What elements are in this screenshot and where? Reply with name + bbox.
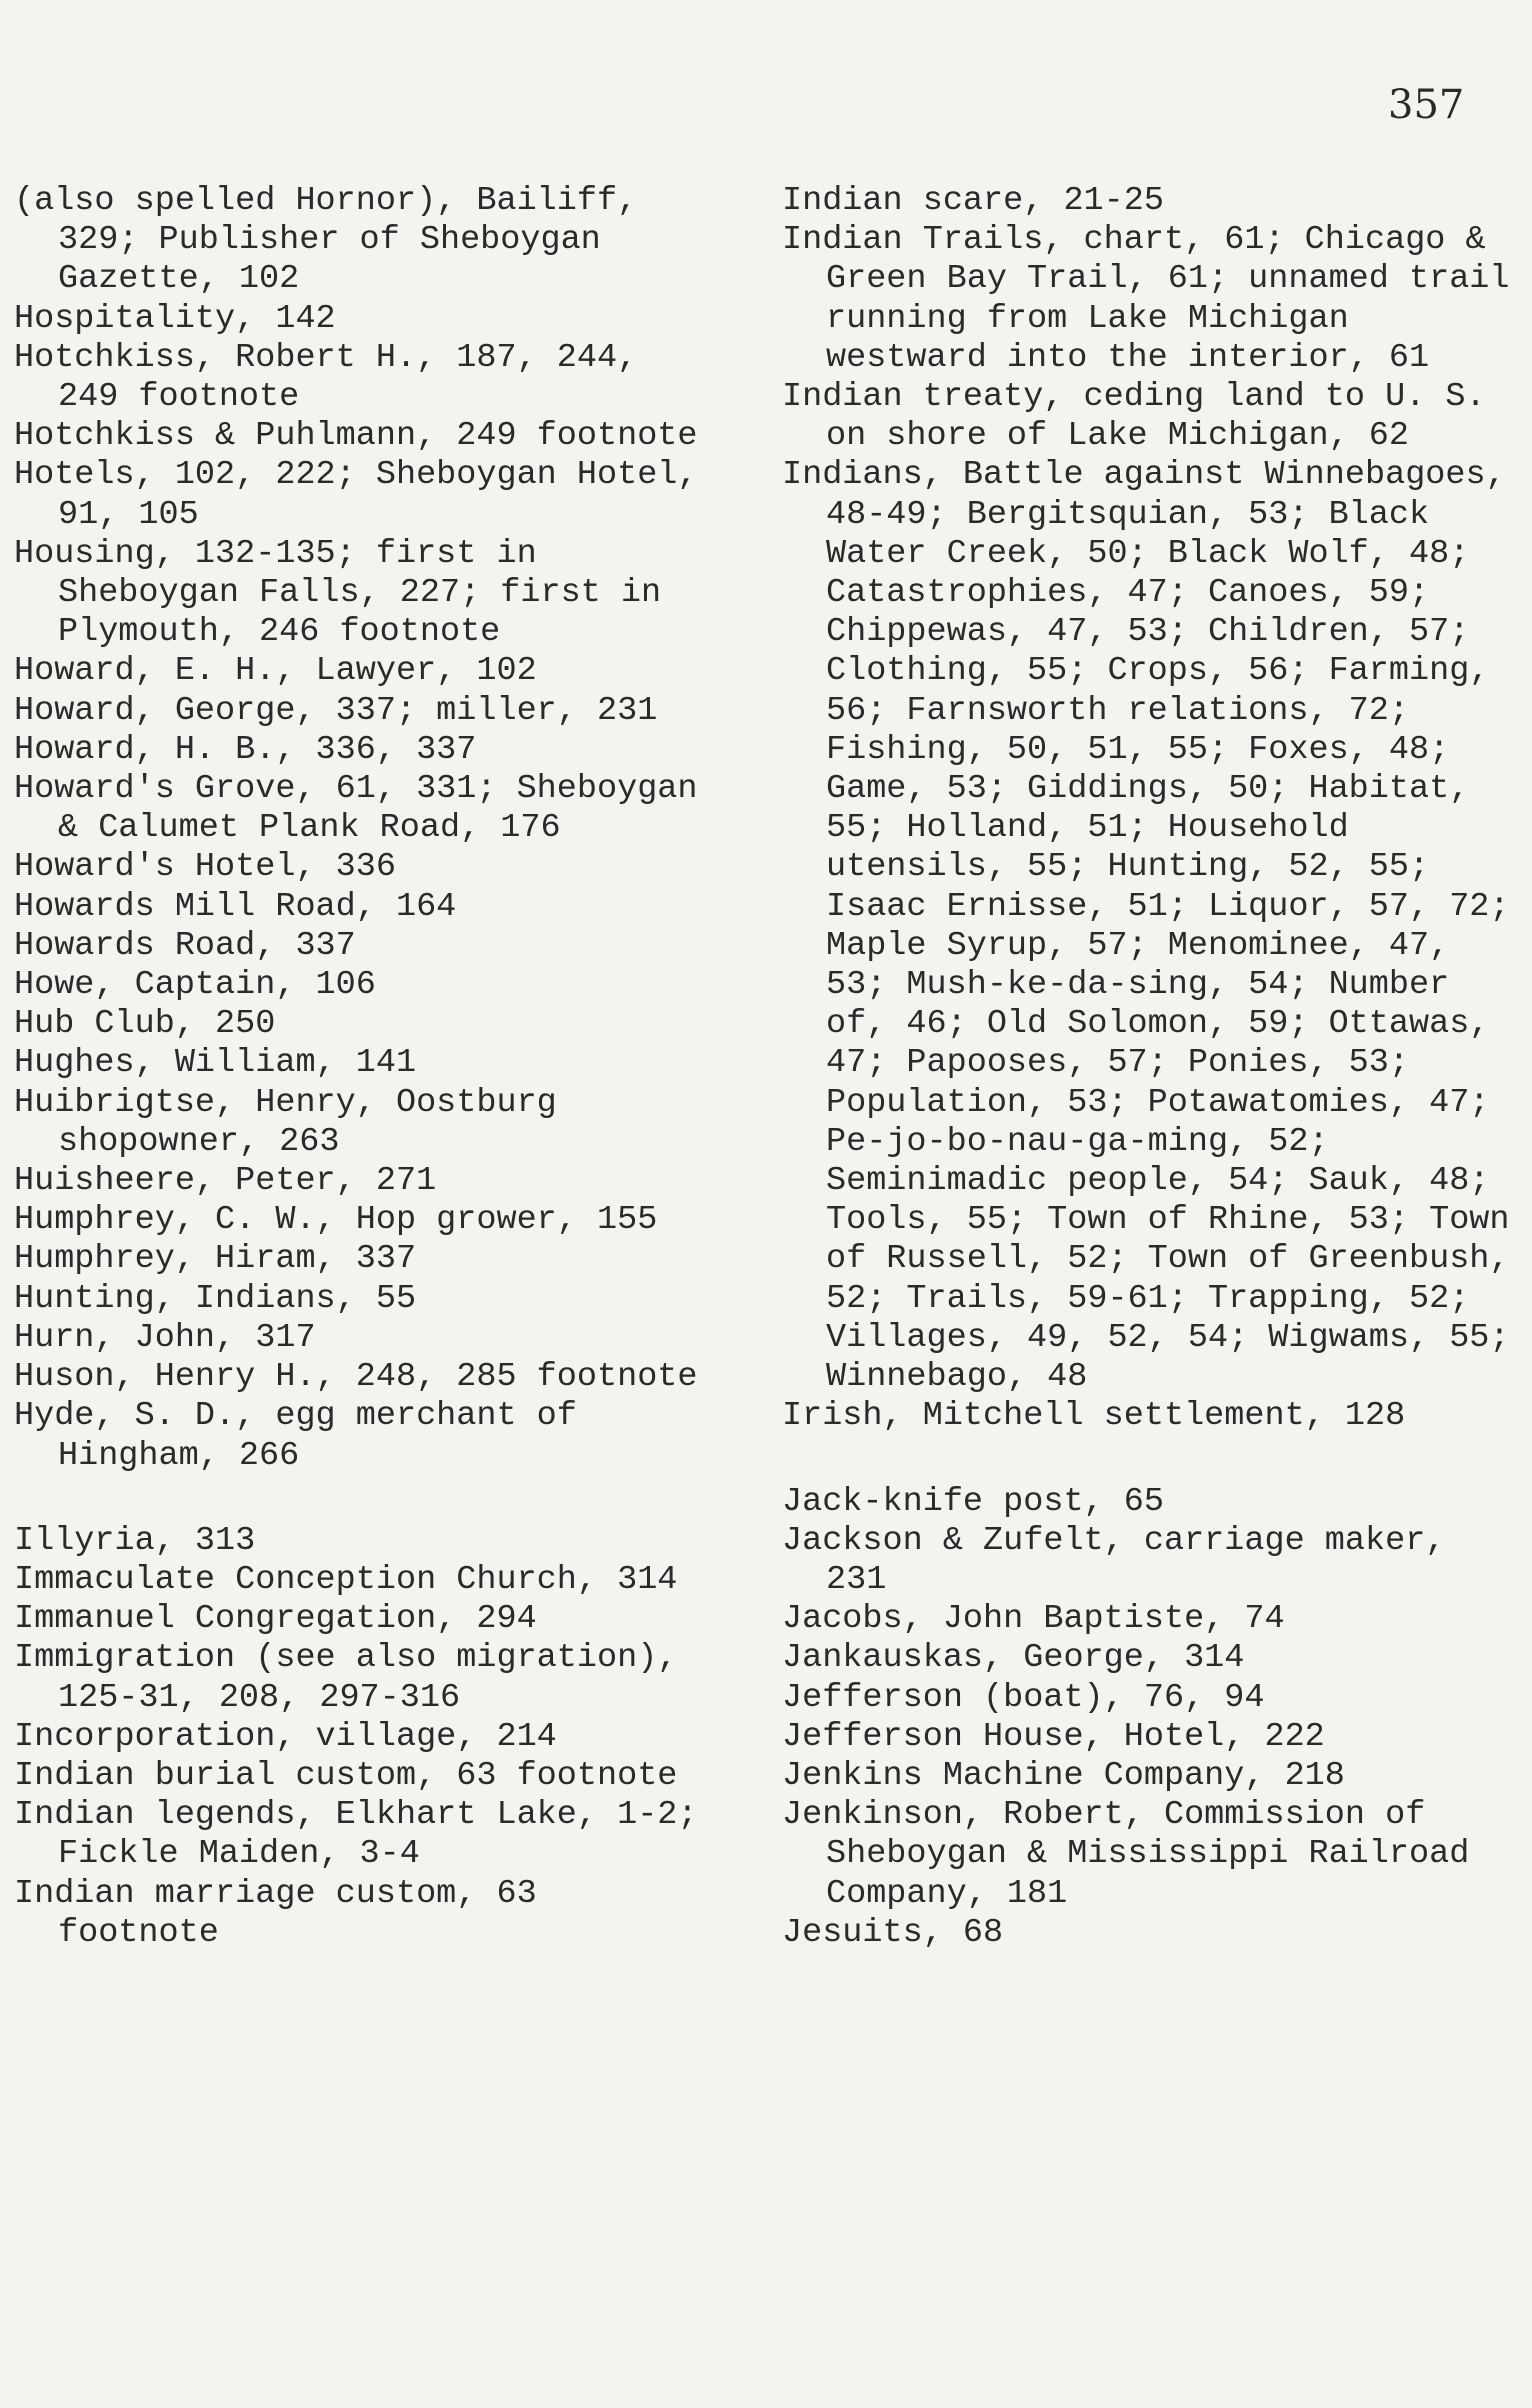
index-entry: Hyde, S. D., egg merchant of Hingham, 266 <box>14 1397 577 1475</box>
index-entry: Hospitality, 142 <box>14 299 336 338</box>
index-entry: Indian treaty, ceding land to U. S. on shore of Lake Michigan, 62 <box>782 378 1486 456</box>
index-entry: Indian legends, Elkhart Lake, 1-2; Fickle Maiden, 3-4 <box>14 1796 698 1874</box>
index-entry: Immaculate Conception Church, 314 <box>14 1560 678 1599</box>
index-entry: Howard, H. B., 336, 337 <box>14 730 477 769</box>
section-gap <box>14 1476 714 1522</box>
index-entry: Humphrey, Hiram, 337 <box>14 1240 417 1279</box>
index-entry: Irish, Mitchell settlement, 128 <box>782 1397 1406 1436</box>
index-entry: Hurn, John, 317 <box>14 1318 316 1357</box>
index-entry: Indians, Battle against Winnebagoes, 48-49; Bergitsquian, 53; Black Water Creek, 50; Black Wolf, 48; Catastrophies, 47; Canoes, 59; Chippewas, 47, 53; Children, 57; Clothing, 55; Crops, 56; Farming, 56; Farnsworth relations, 72; Fishing, 50, 51, 55; Foxes, 48; Game, 53; Giddings, 50; Habitat, 55; Holland, 51; Household utensils, 55; Hunting, 52, 55; Isaac Ernisse, 51; Liquor, 57, 72; Maple Syrup, 57; Menominee, 47, 53; Mush-ke-da-sing, 54; Number of, 46; Old Solomon, 59; Ottawas, 47; Papooses, 57; Ponies, 53; Population, 53; Potawatomies, 47; Pe-jo-bo-nau-ga-ming, 52; Seminimadic people, 54; Sauk, 48; Tools, 55; Town of Rhine, 53; Town of Russell, 52; Town of Greenbush, 52; Trails, 59-61; Trapping, 52; Villages, 49, 52, 54; Wigwams, 55; Winnebago, 48 <box>782 456 1510 1397</box>
index-entry: Indian marriage custom, 63 footnote <box>14 1874 537 1952</box>
index-entry: Jankauskas, George, 314 <box>782 1639 1245 1678</box>
section-gap <box>782 1437 1522 1483</box>
index-entry: Huson, Henry H., 248, 285 footnote <box>14 1358 698 1397</box>
index-entry: Jenkinson, Robert, Commission of Sheboygan & Mississippi Railroad Company, 181 <box>782 1796 1470 1913</box>
index-entry: Jacobs, John Baptiste, 74 <box>782 1600 1285 1639</box>
index-entry: Huibrigtse, Henry, Oostburg shopowner, 263 <box>14 1083 557 1161</box>
index-entry: Indian scare, 21-25 <box>782 182 1164 220</box>
index-entry: Humphrey, C. W., Hop grower, 155 <box>14 1201 658 1240</box>
index-entry: Jefferson House, Hotel, 222 <box>782 1717 1325 1756</box>
index-entry: Huisheere, Peter, 271 <box>14 1162 437 1201</box>
index-entry: Incorporation, village, 214 <box>14 1717 557 1756</box>
index-entry: Hotchkiss, Robert H., 187, 244, 249 footnote <box>14 338 638 417</box>
index-entry: Hughes, William, 141 <box>14 1044 417 1083</box>
index-entry: Hunting, Indians, 55 <box>14 1279 417 1318</box>
index-entry: Howard's Grove, 61, 331; Sheboygan & Calumet Plank Road, 176 <box>14 770 698 848</box>
index-entry: Hub Club, 250 <box>14 1005 276 1044</box>
index-entry: Hotchkiss & Puhlmann, 249 footnote <box>14 417 698 456</box>
index-column-right <box>782 182 1522 1953</box>
index-entry: Howards Road, 337 <box>14 926 356 965</box>
index-entry: Jackson & Zufelt, carriage maker, 231 <box>782 1521 1446 1599</box>
index-entry: Howard's Hotel, 336 <box>14 848 396 887</box>
index-entry: Jenkins Machine Company, 218 <box>782 1756 1345 1795</box>
page-number: 357 <box>1388 82 1465 128</box>
index-entry: Howard, George, 337; miller, 231 <box>14 691 658 730</box>
index-entry: Jack-knife post, 65 <box>782 1482 1164 1521</box>
index-entry: Illyria, 313 <box>14 1521 256 1560</box>
index-entry: Howard, E. H., Lawyer, 102 <box>14 652 537 691</box>
index-entry: Indian burial custom, 63 footnote <box>14 1756 678 1795</box>
index-entry: Immanuel Congregation, 294 <box>14 1600 537 1639</box>
index-entry: Howards Mill Road, 164 <box>14 887 457 926</box>
index-entry: Indian Trails, chart, 61; Chicago & Green Bay Trail, 61; unnamed trail running from Lake Michigan westward into the interior, 61 <box>782 221 1510 377</box>
index-column-left <box>14 182 714 1953</box>
index-entry: Jefferson (boat), 76, 94 <box>782 1678 1265 1717</box>
index-entry: Immigration (see also migration), 125-31, 208, 297-316 <box>14 1639 678 1717</box>
index-entry: Howe, Captain, 106 <box>14 966 376 1005</box>
index-entry: Housing, 132-135; first in Sheboygan Falls, 227; first in Plymouth, 246 footnote <box>14 534 662 652</box>
index-entry: (also spelled Hornor), Bailiff, 329; Publisher of Sheboygan Gazette, 102 <box>14 182 638 299</box>
index-entry: Hotels, 102, 222; Sheboygan Hotel, 91, 105 <box>14 456 698 534</box>
index-entry: Jesuits, 68 <box>782 1913 1004 1952</box>
